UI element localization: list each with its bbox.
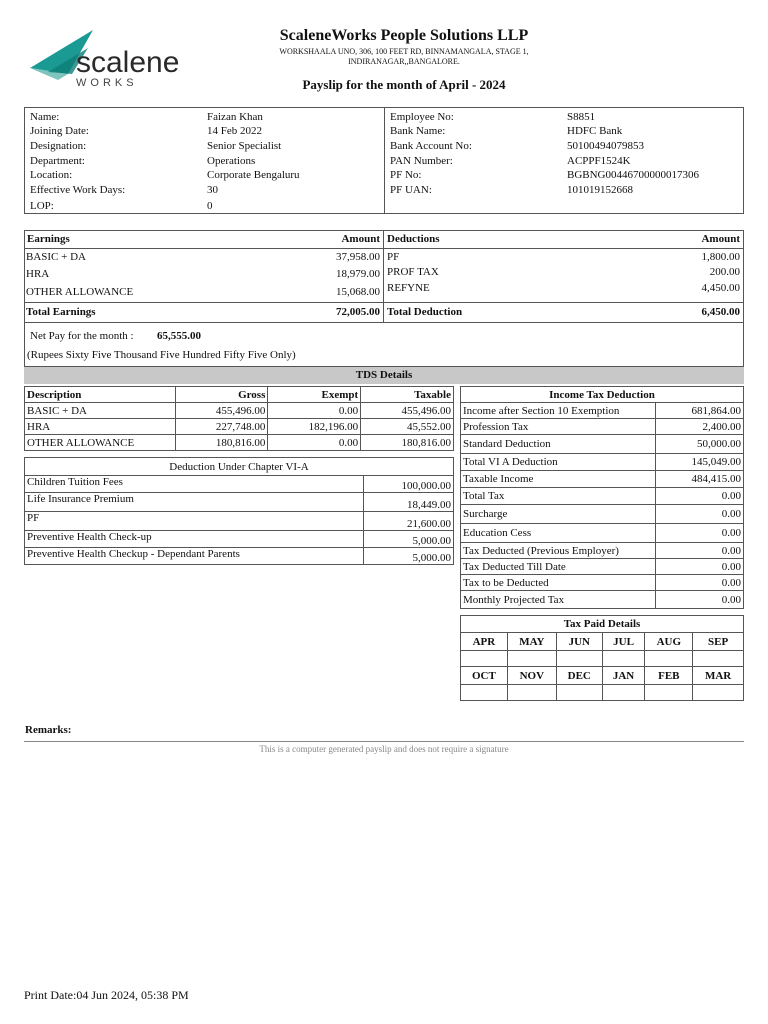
month-value bbox=[693, 651, 744, 667]
table-cell: Total VI A Deduction bbox=[461, 454, 656, 471]
month-header: SEP bbox=[693, 633, 744, 651]
month-value bbox=[556, 651, 602, 667]
earning-amount: 15,068.00 bbox=[336, 286, 380, 298]
remarks-label: Remarks: bbox=[25, 724, 72, 736]
table-cell: 0.00 bbox=[656, 559, 744, 575]
emp-label: Department: bbox=[30, 155, 85, 167]
table-cell: Life Insurance Premium bbox=[25, 493, 364, 512]
emp-value: S8851 bbox=[567, 111, 596, 123]
table-cell: 182,196.00 bbox=[268, 419, 361, 435]
tds-table bbox=[24, 386, 454, 451]
table-cell: 681,864.00 bbox=[656, 403, 744, 419]
column-header: Taxable bbox=[361, 387, 454, 403]
table-cell: OTHER ALLOWANCE bbox=[25, 435, 176, 451]
table-row bbox=[461, 454, 744, 471]
table-row bbox=[461, 667, 744, 685]
table-row bbox=[461, 505, 744, 524]
table-cell: 0.00 bbox=[268, 403, 361, 419]
net-pay-value: 65,555.00 bbox=[157, 330, 201, 342]
table-row bbox=[461, 575, 744, 591]
emp-value: Senior Specialist bbox=[207, 140, 282, 152]
month-header: JUL bbox=[602, 633, 645, 651]
deduction-name: PF bbox=[387, 251, 400, 263]
total-deduction-label: Total Deduction bbox=[387, 306, 463, 318]
table-cell: PF bbox=[25, 512, 364, 531]
month-value bbox=[602, 651, 645, 667]
table-row bbox=[461, 543, 744, 559]
emp-label: Location: bbox=[30, 169, 73, 181]
earning-amount: 37,958.00 bbox=[336, 251, 380, 263]
emp-value: Corporate Bengaluru bbox=[207, 169, 300, 181]
table-header-row bbox=[461, 387, 744, 403]
chapter-via-title: Deduction Under Chapter VI-A bbox=[25, 458, 454, 476]
emp-label: PAN Number: bbox=[390, 155, 453, 167]
divider bbox=[24, 302, 744, 303]
table-row bbox=[461, 524, 744, 543]
logo-word-works: WORKS bbox=[76, 77, 138, 89]
earning-name: HRA bbox=[26, 268, 50, 280]
table-cell: 455,496.00 bbox=[175, 403, 268, 419]
month-header: OCT bbox=[461, 667, 508, 685]
table-row bbox=[25, 493, 454, 512]
table-cell: 5,000.00 bbox=[364, 548, 454, 565]
payslip-title: Payslip for the month of April - 2024 bbox=[302, 77, 506, 92]
deduction-amount: 200.00 bbox=[709, 266, 740, 278]
emp-label: Bank Name: bbox=[390, 125, 446, 137]
month-header: MAY bbox=[507, 633, 556, 651]
column-header: Exempt bbox=[268, 387, 361, 403]
divider bbox=[24, 248, 744, 249]
table-header-row bbox=[461, 616, 744, 633]
total-deduction-value: 6,450.00 bbox=[701, 306, 740, 318]
company-name: ScaleneWorks People Solutions LLP bbox=[279, 27, 529, 44]
table-cell: 0.00 bbox=[656, 505, 744, 524]
earnings-header: Earnings bbox=[27, 233, 70, 245]
table-row bbox=[25, 403, 454, 419]
table-header-row bbox=[25, 387, 454, 403]
month-value bbox=[602, 685, 645, 701]
table-cell: 0.00 bbox=[656, 488, 744, 505]
deductions-amount-header: Amount bbox=[701, 233, 740, 245]
emp-label: LOP: bbox=[30, 200, 54, 212]
divider bbox=[383, 230, 384, 322]
chapter-via-table bbox=[24, 457, 454, 565]
month-value bbox=[461, 651, 508, 667]
remarks-divider bbox=[24, 741, 744, 742]
tax-paid-table bbox=[460, 615, 744, 701]
emp-value: HDFC Bank bbox=[567, 125, 623, 137]
emp-label: Employee No: bbox=[390, 111, 454, 123]
deduction-name: REFYNE bbox=[387, 282, 430, 294]
month-value bbox=[556, 685, 602, 701]
table-header-row bbox=[25, 458, 454, 476]
emp-label: Effective Work Days: bbox=[30, 184, 126, 196]
emp-value: Operations bbox=[207, 155, 256, 167]
table-cell: Preventive Health Check-up bbox=[25, 531, 364, 548]
table-cell: HRA bbox=[25, 419, 176, 435]
table-cell: 0.00 bbox=[656, 591, 744, 609]
employee-info-divider bbox=[384, 107, 385, 214]
emp-value: Faizan Khan bbox=[207, 111, 263, 123]
table-cell: Surcharge bbox=[461, 505, 656, 524]
table-cell: 0.00 bbox=[656, 543, 744, 559]
month-header: MAR bbox=[693, 667, 744, 685]
company-address-line2: INDIRANAGAR,,BANGALORE. bbox=[348, 57, 460, 66]
emp-value: 30 bbox=[207, 184, 218, 196]
table-cell: 145,049.00 bbox=[656, 454, 744, 471]
table-row bbox=[25, 531, 454, 548]
table-cell: 100,000.00 bbox=[364, 476, 454, 493]
column-header: Description bbox=[25, 387, 176, 403]
tax-paid-title: Tax Paid Details bbox=[461, 616, 744, 633]
month-header: FEB bbox=[645, 667, 693, 685]
emp-label: Designation: bbox=[30, 140, 87, 152]
table-row bbox=[461, 559, 744, 575]
table-row bbox=[461, 471, 744, 488]
table-cell: Education Cess bbox=[461, 524, 656, 543]
month-header: AUG bbox=[645, 633, 693, 651]
earning-name: OTHER ALLOWANCE bbox=[26, 286, 134, 298]
month-value bbox=[693, 685, 744, 701]
income-tax-title: Income Tax Deduction bbox=[461, 387, 744, 403]
tds-details-header: TDS Details bbox=[24, 367, 744, 384]
deduction-name: PROF TAX bbox=[387, 266, 439, 278]
emp-label: PF UAN: bbox=[390, 184, 432, 196]
table-cell: 0.00 bbox=[656, 575, 744, 591]
emp-value: 50100494079853 bbox=[567, 140, 644, 152]
table-cell: 18,449.00 bbox=[364, 493, 454, 512]
table-cell: Standard Deduction bbox=[461, 435, 656, 454]
emp-value: 101019152668 bbox=[567, 184, 633, 196]
total-earnings-label: Total Earnings bbox=[26, 306, 96, 318]
table-row bbox=[25, 512, 454, 531]
emp-value: ACPPF1524K bbox=[567, 155, 631, 167]
deduction-amount: 4,450.00 bbox=[701, 282, 740, 294]
company-address-line1: WORKSHAALA UNO, 306, 100 FEET RD, BINNAMANGALA, STAGE 1, bbox=[279, 47, 529, 56]
earnings-deductions-box bbox=[24, 230, 744, 367]
divider bbox=[24, 322, 744, 323]
emp-label: Joining Date: bbox=[30, 125, 89, 137]
month-value bbox=[507, 651, 556, 667]
table-cell: 50,000.00 bbox=[656, 435, 744, 454]
table-cell: Tax Deducted (Previous Employer) bbox=[461, 543, 656, 559]
table-row bbox=[25, 419, 454, 435]
income-tax-table bbox=[460, 386, 744, 609]
table-cell: 21,600.00 bbox=[364, 512, 454, 531]
table-cell: 0.00 bbox=[656, 524, 744, 543]
table-cell: Profession Tax bbox=[461, 419, 656, 435]
month-header: DEC bbox=[556, 667, 602, 685]
table-cell: Monthly Projected Tax bbox=[461, 591, 656, 609]
column-header: Gross bbox=[175, 387, 268, 403]
table-row bbox=[461, 419, 744, 435]
table-row bbox=[25, 548, 454, 565]
print-date: Print Date:04 Jun 2024, 05:38 PM bbox=[24, 988, 189, 1002]
table-row bbox=[461, 651, 744, 667]
earning-name: BASIC + DA bbox=[26, 251, 86, 263]
table-cell: 5,000.00 bbox=[364, 531, 454, 548]
table-cell: 2,400.00 bbox=[656, 419, 744, 435]
earning-amount: 18,979.00 bbox=[336, 268, 380, 280]
emp-label: Bank Account No: bbox=[390, 140, 472, 152]
table-row bbox=[461, 403, 744, 419]
month-value bbox=[645, 651, 693, 667]
emp-value: 14 Feb 2022 bbox=[207, 125, 262, 137]
emp-label: Name: bbox=[30, 111, 60, 123]
month-header: APR bbox=[461, 633, 508, 651]
deductions-header: Deductions bbox=[387, 233, 440, 245]
earnings-amount-header: Amount bbox=[341, 233, 380, 245]
month-value bbox=[507, 685, 556, 701]
table-cell: Taxable Income bbox=[461, 471, 656, 488]
deduction-amount: 1,800.00 bbox=[701, 251, 740, 263]
logo-word-scalene: scalene bbox=[76, 46, 180, 79]
month-header: JAN bbox=[602, 667, 645, 685]
table-cell: Preventive Health Checkup - Dependant Parents bbox=[25, 548, 364, 565]
table-cell: 227,748.00 bbox=[175, 419, 268, 435]
table-cell: BASIC + DA bbox=[25, 403, 176, 419]
month-header: JUN bbox=[556, 633, 602, 651]
table-row bbox=[461, 435, 744, 454]
footer-note: This is a computer generated payslip and does not require a signature bbox=[259, 744, 509, 754]
table-row bbox=[461, 633, 744, 651]
table-cell: 45,552.00 bbox=[361, 419, 454, 435]
total-earnings-value: 72,005.00 bbox=[336, 306, 380, 318]
table-cell: 455,496.00 bbox=[361, 403, 454, 419]
emp-value: BGBNG00446700000017306 bbox=[567, 169, 700, 181]
table-cell: 180,816.00 bbox=[361, 435, 454, 451]
month-value bbox=[645, 685, 693, 701]
net-pay-words: (Rupees Sixty Five Thousand Five Hundred Fifty Five Only) bbox=[27, 349, 296, 361]
month-header: NOV bbox=[507, 667, 556, 685]
table-cell: Tax to be Deducted bbox=[461, 575, 656, 591]
table-row bbox=[25, 476, 454, 493]
table-row bbox=[461, 591, 744, 609]
table-row bbox=[25, 435, 454, 451]
emp-value: 0 bbox=[207, 200, 213, 212]
month-value bbox=[461, 685, 508, 701]
net-pay-label: Net Pay for the month : bbox=[30, 330, 134, 342]
table-cell: 484,415.00 bbox=[656, 471, 744, 488]
table-cell: Income after Section 10 Exemption bbox=[461, 403, 656, 419]
emp-label: PF No: bbox=[390, 169, 422, 181]
table-row bbox=[461, 685, 744, 701]
table-cell: 0.00 bbox=[268, 435, 361, 451]
table-cell: Total Tax bbox=[461, 488, 656, 505]
table-cell: Children Tuition Fees bbox=[25, 476, 364, 493]
table-cell: 180,816.00 bbox=[175, 435, 268, 451]
table-cell: Tax Deducted Till Date bbox=[461, 559, 656, 575]
table-row bbox=[461, 488, 744, 505]
